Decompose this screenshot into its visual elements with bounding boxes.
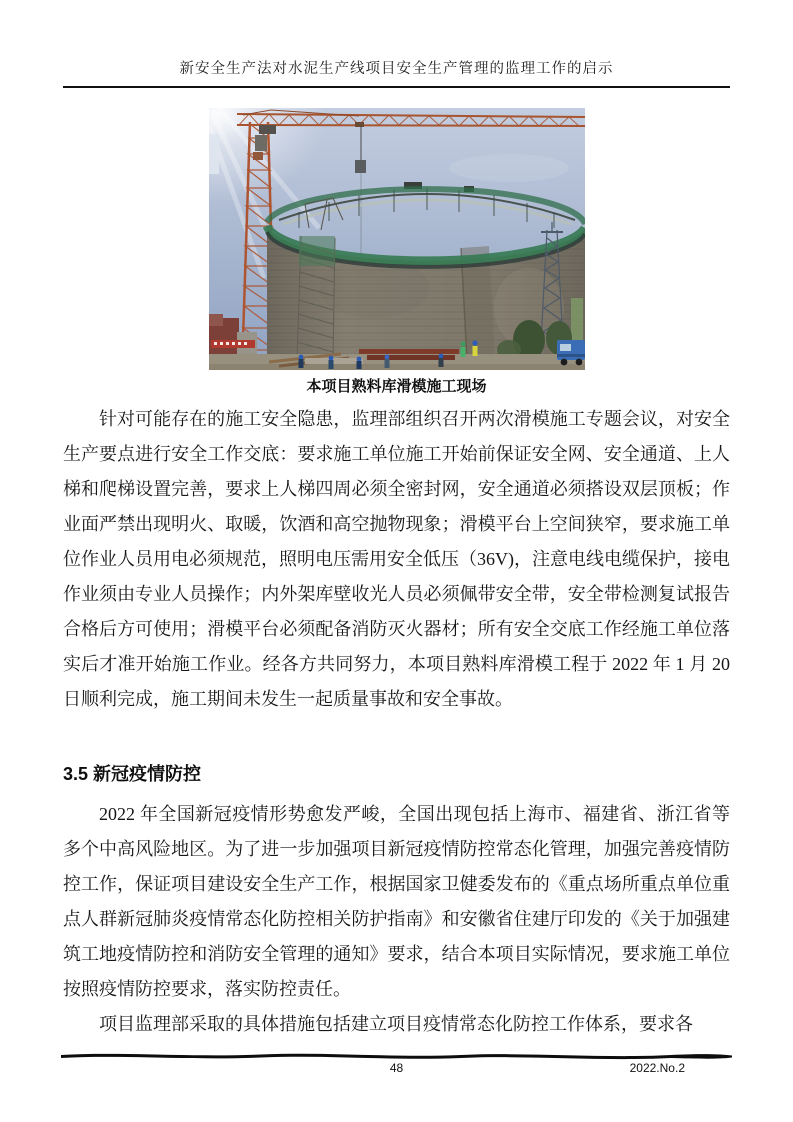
paragraph-covid-overview: 2022 年全国新冠疫情形势愈发严峻，全国出现包括上海市、福建省、浙江省等多个中高风险地区。为了进一步加强项目新冠疫情防控常态化管理，加强完善疫情防控工作，保证项目建设安全生产工作，根据国家卫健委发布的《重点场所重点单位重点人群新冠肺炎疫情常态化防控相关防护指南》和安徽省住建厅印发的《关于加强建筑工地疫情防控和消防安全管理的通知》要求，结合本项目实际情况，要求施工单位按照疫情防控要求，落实防控责任。 <box>63 804 730 999</box>
page-number: 48 <box>389 1061 404 1075</box>
paragraph-covid-measures: 项目监理部采取的具体措施包括建立项目疫情常态化防控工作体系，要求各 <box>99 1014 693 1034</box>
paragraph-slipform-safety: 针对可能存在的施工安全隐患，监理部组织召开两次滑模施工专题会议，对安全生产要点进行安全工作交底：要求施工单位施工开始前保证安全网、安全通道、上人梯和爬梯设置完善，要求上人梯四周必须全密封网，安全通道必须搭设双层顶板；作业面严禁出现明火、取暖，饮酒和高空抛物现象；滑模平台上空间狭窄，要求施工单位作业人员用电必须规范，照明电压需用安全低压（36V)，注意电线电缆保护，接电作业须由专业人员操作；内外架库壁收光人员必须佩带安全带，安全带检测复试报告合格后方可使用；滑模平台必须配备消防灭火器材；所有安全交底工作经施工单位落实后才准开始施工作业。经各方共同努力，本项目熟料库滑模工程于 2022 年 1 月 20 日顺利完成，施工期间未发生一起质量事故和安全事故。 <box>63 409 730 709</box>
header-rule <box>63 86 730 88</box>
section-heading-3-5: 3.5 新冠疫情防控 <box>63 764 202 784</box>
issue-label: 2022.No.2 <box>629 1061 685 1075</box>
page-header-title: 新安全生产法对水泥生产线项目安全生产管理的监理工作的启示 <box>179 61 614 77</box>
figure-photo <box>209 108 585 370</box>
cloud <box>449 154 569 182</box>
figure-caption: 本项目熟料库滑模施工现场 <box>306 378 487 395</box>
